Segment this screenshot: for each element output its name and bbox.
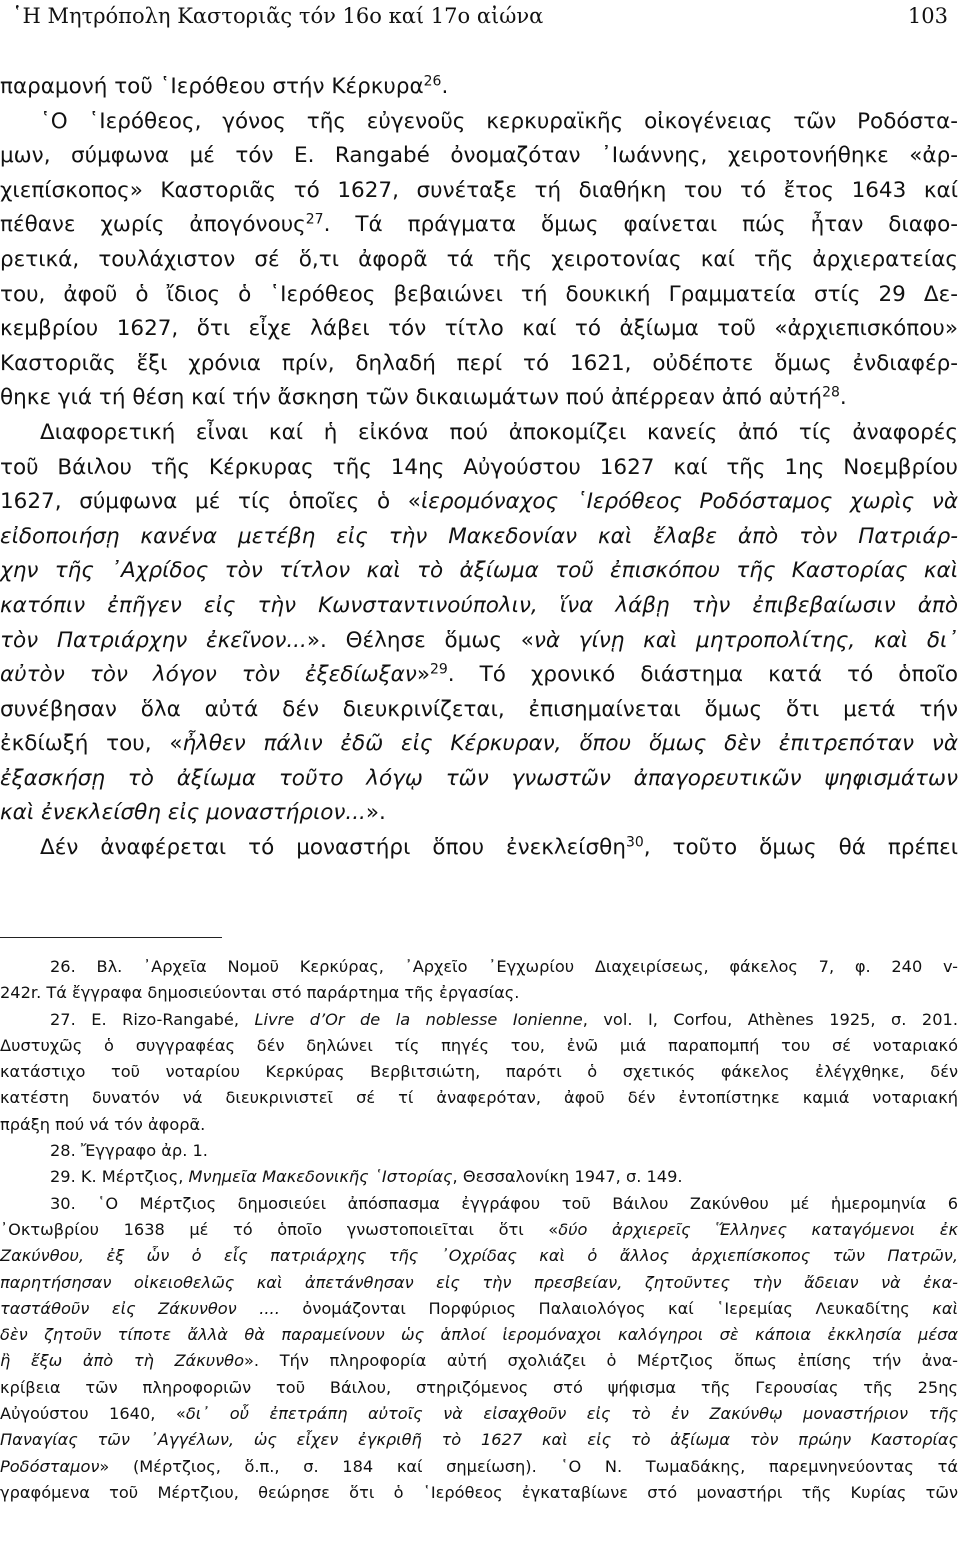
text-run: του, ἀφοῦ ὁ ἴδιος ὁ ῾Ιερόθεος βεβαιώνει τή δουκική Γραμματεία στίς 29 Δε- [0,281,958,307]
text-run: Αὐγούστου 1640, « [0,1404,186,1424]
footnote-separator [0,937,222,938]
footnote-line [0,1322,958,1348]
text-line [0,589,958,624]
text-run: αὐτὸν τὸν λόγον τὸν ἐξεδίωξαν [0,662,417,688]
text-line [0,554,958,589]
text-line [0,762,958,797]
text-run: Δέν ἀναφέρεται τό μοναστήρι ὅπου ἐνεκλείσθη [40,835,626,861]
text-run: Μνημεῖα Μακεδονικῆς ῾Ιστορίας [188,1167,453,1187]
text-line [0,208,958,243]
footnote-line [0,1164,958,1190]
text-run: ἐξασκήσῃ τὸ ἀξίωμα τοῦτο λόγῳ τῶν γνωστῶν ἀπαγορευτικῶν ψηφισμάτων [0,765,958,791]
footnote-line [0,1085,958,1111]
footnote-line [0,1427,958,1453]
text-line [0,451,958,486]
text-line [0,727,958,762]
text-run: Διαφορετική εἶναι καί ἡ εἰκόνα πού ἀποκομίζει κανείς ἀπό τίς ἀναφορές [40,419,958,445]
text-line [0,278,958,313]
text-line [0,624,958,659]
footnote-line [0,1217,958,1243]
text-line [0,139,958,174]
text-run: τοῦ Βάιλου τῆς Κέρκυρας τῆς 14ης Αὐγούστου 1627 καί τῆς 1ης Νοεμβρίου [0,454,958,480]
text-run: 26. Βλ. ᾿Αρχεῖα Νομοῦ Κερκύρας, ᾿Αρχεῖο ᾿Εγχωρίου Διαχειρίσεως, φάκελος 7, φ. 240 v- [50,957,958,976]
text-line [0,347,958,382]
text-run: ἦλθεν πάλιν ἐδῶ εἰς Κέρκυραν, ὅπου ὅμως δὲν ἐπιτρεπόταν νὰ [182,731,958,757]
running-title: ῾Η Μητρόπολη Καστοριᾶς τόν 16ο καί 17ο αἰώνα [12,4,544,28]
text-run: . Τό χρονικό διάστημα κατά τό ὁποῖο [447,662,958,688]
text-run: 1627, σύμφωνα μέ τίς ὁποῖες ὁ « [0,489,421,515]
footnote-line [0,980,958,1006]
footnote-ref: 29 [429,661,448,678]
footnote-line [0,1296,958,1322]
text-run: καὶ ἐνεκλείσθη εἰς μοναστήριον... [0,800,366,826]
text-run: χιεπίσκοπος» Καστοριᾶς τό 1627, συνέταξε τή διαθήκη του τό ἔτος 1643 καί [0,177,958,203]
page-header [12,4,948,36]
text-run: νὰ γίνῃ καὶ μητροπολίτης, καὶ δι᾿ [533,627,958,653]
footnote-line [0,1454,958,1480]
footnote-line [0,1243,958,1269]
footnote-line [0,1348,958,1374]
footnote-ref: 28 [822,384,840,401]
text-run: Ροδόσταμον [0,1456,100,1476]
text-run: Livre d’Or de la noblesse Ionienne [254,1009,583,1029]
text-line [0,105,958,140]
text-run: θηκε γιά τή θέση καί τήν ἄσκηση τῶν δικαιωμάτων πού ἀπέρρεαν ἀπό αὐτή [0,385,823,411]
text-run: ἐκδίωξή του, « [0,731,183,757]
text-run: δὲν ζητοῦν τίποτε ἄλλὰ θὰ παραμείνουν ὡς ἁπλοί ἱερομόναχοι καλόγηροι σὲ κάποια ἐκκλησία μέσα [0,1325,958,1345]
text-run: πέθανε χωρίς ἀπογόνους [0,212,306,238]
text-run: ἱερομόναχος ῾Ιερόθεος Ροδόσταμος χωρὶς νὰ [420,489,958,515]
text-run: μων, σύμφωνα μέ τόν Ε. Rangabé ὀνομαζόταν ᾿Ιωάννης, χειροτονήθηκε «ἀρ- [0,143,958,169]
text-run: . Τά πράγματα ὅμως φαίνεται πώς ἦταν διαφο- [323,212,958,238]
footnote-line [0,1375,958,1401]
text-line [0,174,958,209]
text-run: Καστοριᾶς ἕξι χρόνια πρίν, δηλαδή περί τό 1621, οὐδέποτε ὅμως ἐνδιαφέρ- [0,350,958,376]
text-line [0,70,958,105]
footnote-line [0,1138,958,1164]
text-run: 28. Ἔγγραφο ἀρ. 1. [50,1141,208,1161]
text-line [0,485,958,520]
text-run: ρετικά, τουλάχιστον σέ ὅ,τι ἀφορᾶ τά τῆς χειροτονίας καί τῆς ἀρχιερατείας [0,246,958,272]
text-run: , Θεσσαλονίκη 1947, σ. 149. [452,1167,683,1187]
footnotes [0,954,958,1506]
footnote-line [0,1059,958,1085]
footnote-line [0,1270,958,1296]
text-run: Δυστυχῶς ὁ συγγραφέας δέν δηλώνει τίς πηγές του, ἐνῶ μιά παραπομπή του σέ νοταριακό [0,1035,958,1055]
footnote-line [0,1007,958,1033]
page-number: 103 [907,4,948,28]
text-line [0,831,958,866]
text-line [0,312,958,347]
text-run: κεμβρίου 1627, ὅτι εἶχε λάβει τόν τίτλο καί τό ἀξίωμα τοῦ «ἀρχιεπισκόπου» [0,316,958,342]
text-run: εἰδοποιήσῃ κανένα μετέβη εἰς τὴν Μακεδονίαν καὶ ἔλαβε ἀπὸ τὸν Πατριάρ- [0,523,958,549]
text-run: χην τῆς ᾿Αχρίδος τὸν τίτλον καὶ τὸ ἀξίωμα τοῦ ἐπισκόπου τῆς Καστορίας καὶ [0,558,958,584]
text-run: κατόπιν ἐπῆγεν εἰς τὴν Κωνσταντινούπολιν, ἵνα λάβῃ τὴν ἐπιβεβαίωσιν ἀπὸ [0,592,958,618]
text-line [0,381,958,416]
text-run: παραμονή τοῦ ῾Ιερόθεου στήν Κέρκυρα [0,74,424,99]
text-run: κατάστιχο τοῦ νοταρίου Κερκύρας Βερβιτσιώτη, παρότι ὁ σχετικός φάκελος ἐλέγχθηκε, δέν [0,1062,958,1082]
footnote-line [0,1112,958,1138]
text-run: ὀνομάζονται Πορφύριος Παλαιολόγος καί ῾Ιερεμίας Λευκαδίτης [279,1298,933,1318]
text-run: 29. Κ. Μέρτζιος, [50,1167,189,1187]
text-run: γραφόμενα τοῦ Μέρτζιου, θεώρησε ὅτι ὁ ῾Ιερόθεος ἐγκαταβίωνε στό μοναστήρι τῆς Κυρίας τῶν [0,1482,958,1502]
text-line [0,243,958,278]
text-run: δύο ἀρχιερεῖς Ἕλληνες καταγόμενοι ἐκ [558,1219,958,1239]
text-run: συνέβησαν ὅλα αὐτά δέν διευκρινίζεται, ἐπισημαίνεται ὅμως ὅτι μετά τήν [0,696,958,722]
text-run: ᾿Οκτωβρίου 1638 μέ τό ὁποῖο γνωστοποιεῖται ὅτι « [0,1219,559,1239]
text-run: καὶ [932,1298,958,1318]
text-run: τὸν Πατριάρχην ἐκεῖνον... [0,627,307,653]
footnote-line [0,1191,958,1217]
text-run: 242r. Τά ἔγγραφα δημοσιεύονται στό παράρτημα τῆς ἐργασίας. [0,983,520,1003]
text-run: . [441,74,449,99]
text-line [0,520,958,555]
text-line [0,796,958,831]
footnote-ref: 27 [305,211,324,228]
main-text [0,70,958,866]
text-run: Παναγίας τῶν ᾿Αγγέλων, ὡς εἶχεν ἐγκριθῆ τὸ 1627 καὶ εἰς τὸ ἀξίωμα τὸν πρώην Καστορίας [0,1430,958,1450]
text-run: ». Τήν πληροφορία αὐτή σχολιάζει ὁ Μέρτζιος ὅπως ἐπίσης τήν ἀνα- [244,1351,958,1371]
text-run: ταστάθοῦν εἰς Ζάκυνθον .... [0,1298,280,1318]
text-run: πράξη πού νά τόν ἀφορᾶ. [0,1114,206,1134]
text-run: ». [365,800,386,826]
text-run: » (Μέρτζιος, ὅ.π., σ. 184 καί σημείωση). ῾Ο Ν. Τωμαδάκης, παρεμνηνεύοντας τά [99,1456,958,1476]
text-run: παρητήσησαν οἰκειοθελῶς καὶ ἀπετάνθησαν εἰς τὴν πρεσβείαν, ζητοῦντες τὴν ἄδειαν νὰ ἐκα- [0,1272,958,1292]
text-run: . [839,385,847,411]
text-run: 30. ῾Ο Μέρτζιος δημοσιεύει ἀπόσπασμα ἐγγράφου τοῦ Βάιλου Ζακύνθου μέ ἡμερομηνία 6 [50,1193,958,1213]
text-run: ῾Ο ῾Ιερόθεος, γόνος τῆς εὐγενοῦς κερκυραϊκῆς οἰκογένειας τῶν Ροδόστα- [40,108,958,134]
text-run: 27. E. Rizo-Rangabé, [50,1009,255,1029]
footnote-line [0,1401,958,1427]
text-run: , τοῦτο ὅμως θά πρέπει [643,835,958,861]
text-run: κρίβεια τῶν πληροφοριῶν τοῦ Βάιλου, στηριζόμενος στό ψήφισμα τῆς Γερουσίας τῆς 25ης [0,1377,958,1397]
text-run: Ζακύνθου, ἐξ ὧν ὁ εἷς πατριάρχης τῆς ᾿Οχρίδας καὶ ὁ ἄλλος ἀρχιεπίσκοπος τῶν Πατρῶν, [0,1246,958,1266]
footnote-line [0,1480,958,1506]
footnote-ref: 30 [625,834,644,851]
text-line [0,416,958,451]
text-run: κατέστη δυνατόν νά διευκρινιστεῖ σέ τί ἀναφερόταν, ἀφοῦ δέν ἐντοπίστηκε καμιά νοταριακή [0,1088,958,1108]
footnote-ref: 26 [423,73,442,90]
footnote-line [0,1033,958,1059]
text-run: » [416,662,430,688]
text-line [0,658,958,693]
footnote-line [0,954,958,980]
text-run: ». Θέλησε ὅμως « [306,627,534,653]
text-line [0,693,958,728]
text-run: ἢ ἔξω ἀπὸ τὴ Ζάκυνθο [0,1351,244,1371]
text-run: δι᾿ οὗ ἐπετράπη αὐτοῖς νὰ εἰσαχθοῦν εἰς τὸ ἐν Ζακύνθῳ μοναστήριον τῆς [185,1404,958,1424]
text-run: , vol. I, Corfou, Athènes 1925, σ. 201. [582,1009,958,1029]
